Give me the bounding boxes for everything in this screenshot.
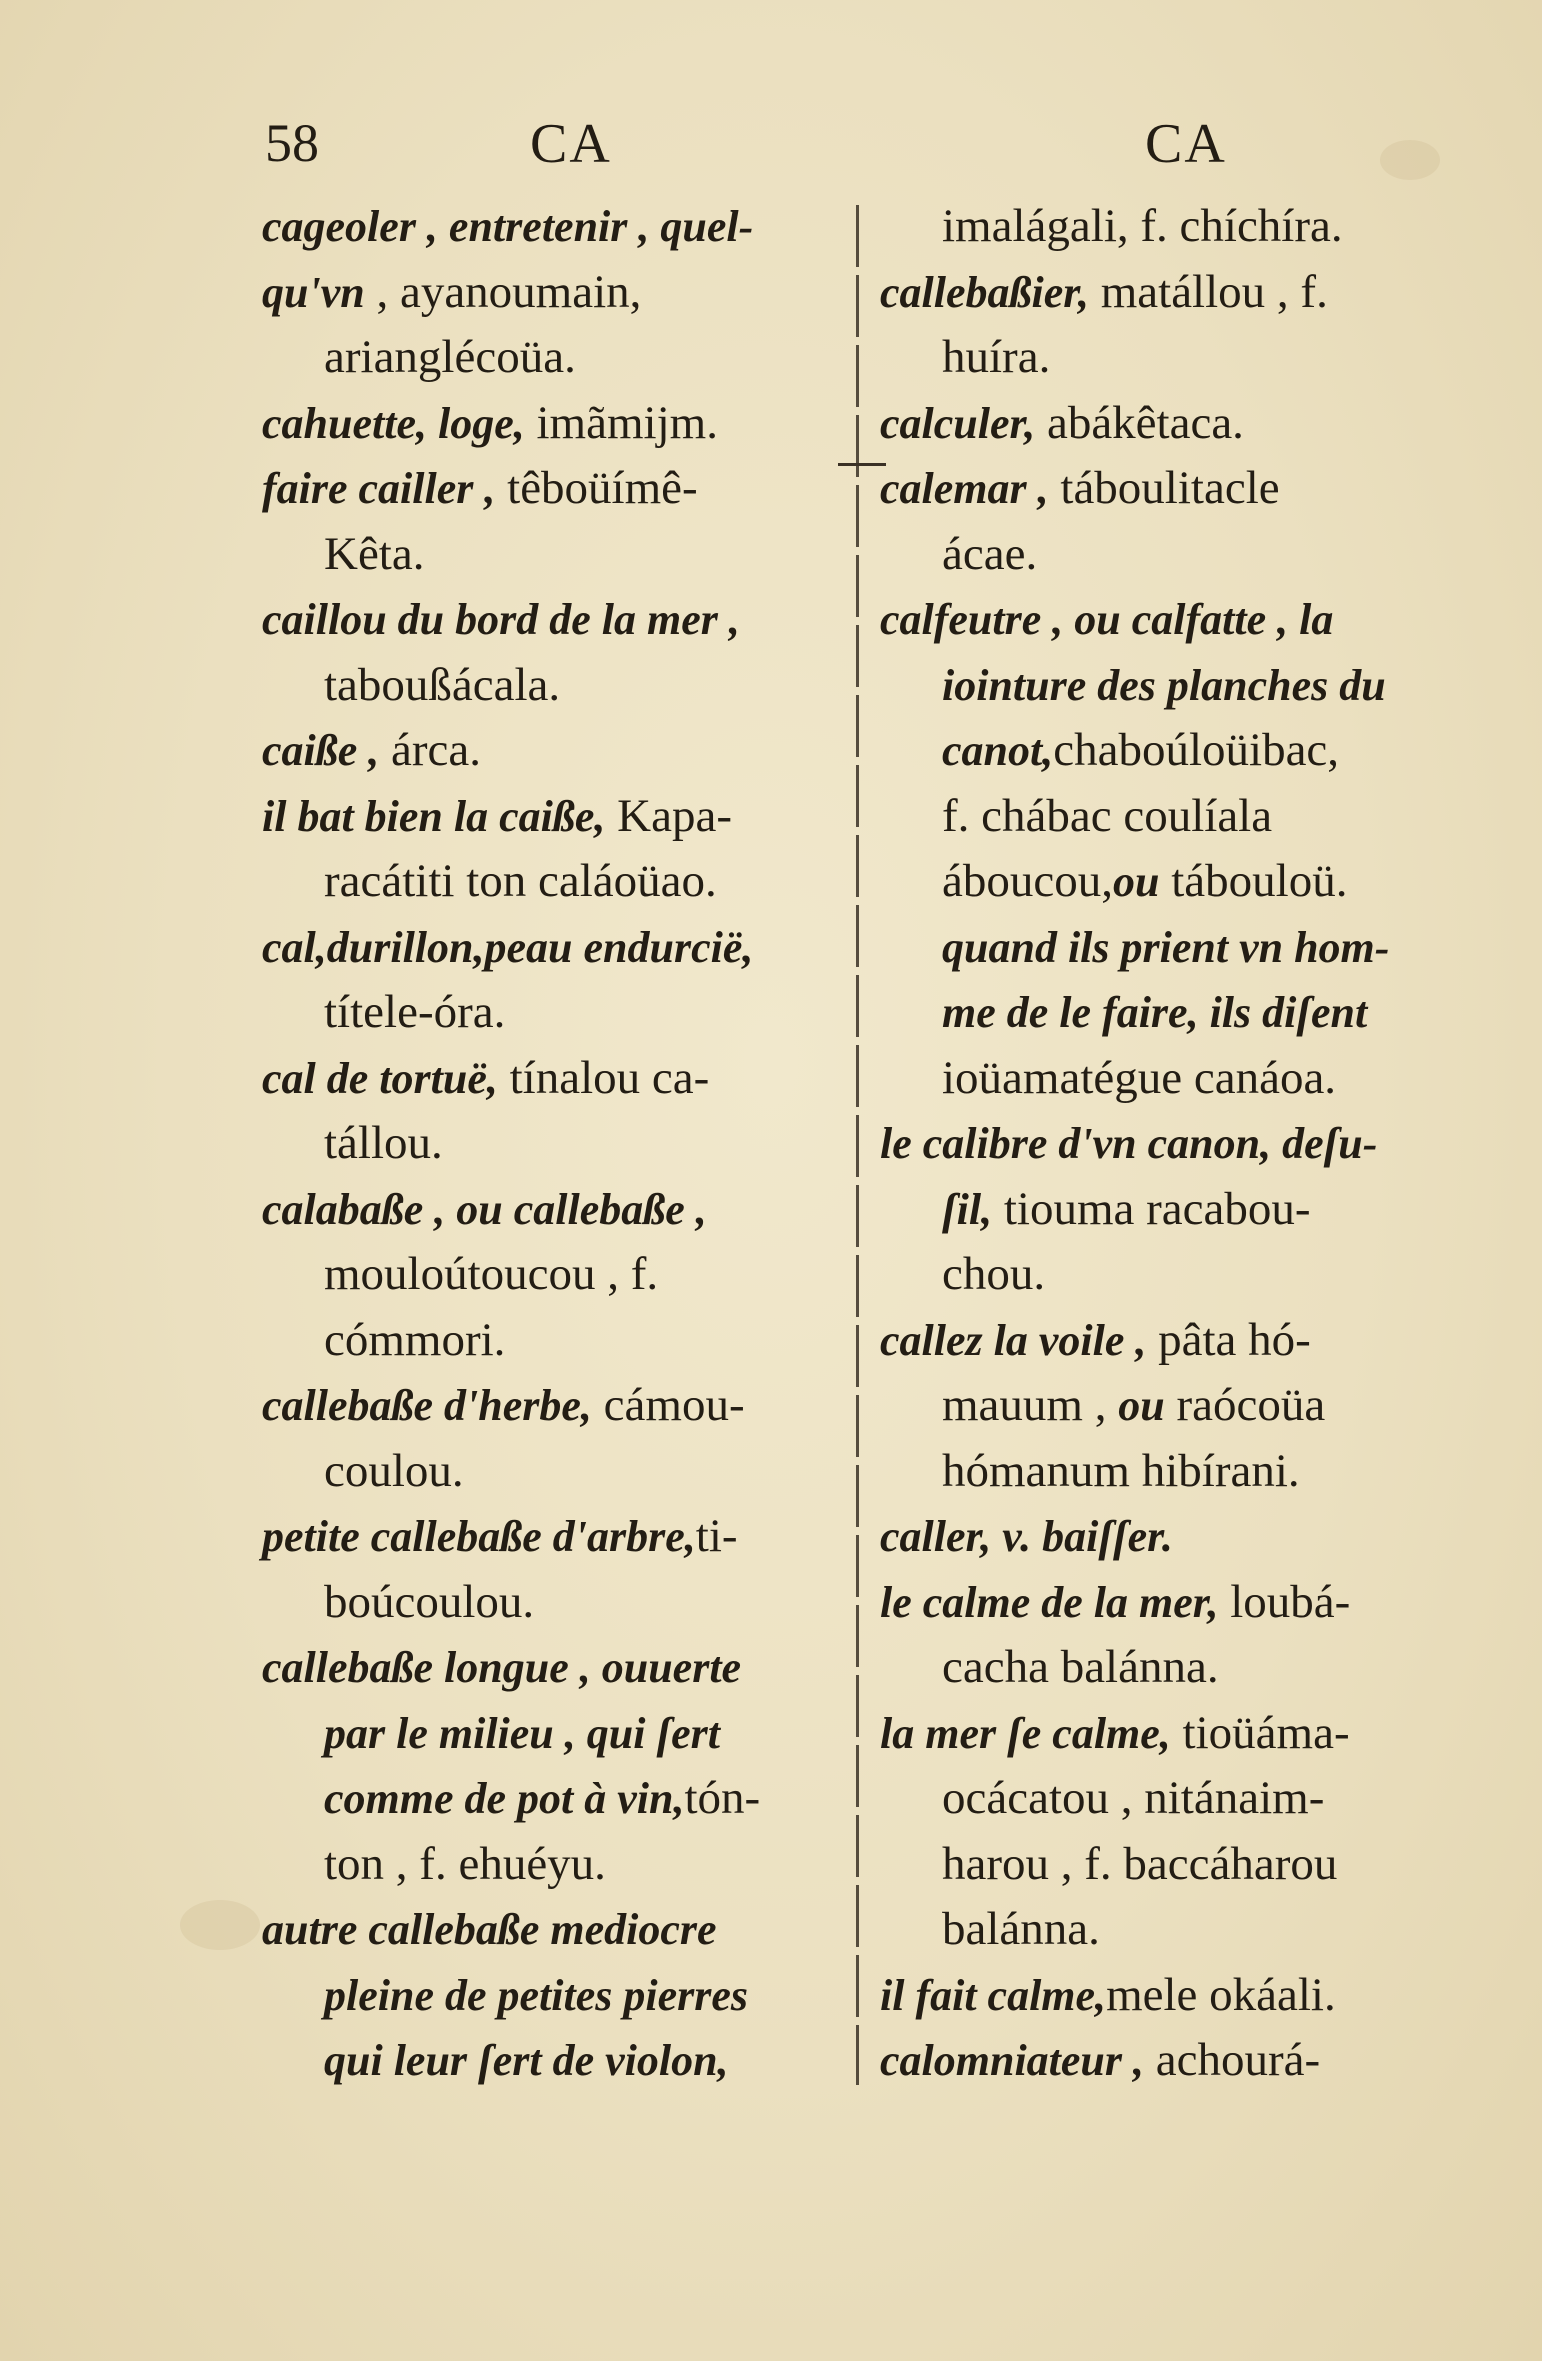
carib-gloss: abákêtaca. bbox=[1035, 396, 1244, 449]
dictionary-line bbox=[880, 1373, 1440, 1439]
dictionary-line bbox=[880, 980, 1440, 1046]
french-term: cal,durillon,peau endurcië, bbox=[262, 922, 754, 972]
dictionary-line bbox=[262, 915, 840, 981]
dictionary-line bbox=[262, 1308, 840, 1374]
dictionary-line bbox=[880, 915, 1440, 981]
dictionary-line bbox=[880, 260, 1440, 326]
dictionary-line bbox=[880, 391, 1440, 457]
french-term: le calme de la mer, bbox=[880, 1577, 1219, 1627]
carib-gloss: , ayanoumain, bbox=[364, 265, 642, 318]
dictionary-line bbox=[880, 1242, 1440, 1308]
dictionary-line bbox=[880, 1701, 1440, 1767]
dictionary-line bbox=[262, 1832, 840, 1898]
dictionary-line bbox=[262, 718, 840, 784]
carib-gloss: boúcoulou. bbox=[324, 1575, 535, 1628]
french-term: ſil, bbox=[942, 1184, 993, 1234]
dictionary-line bbox=[262, 1897, 840, 1963]
carib-gloss: loubá- bbox=[1218, 1575, 1351, 1628]
dictionary-line bbox=[880, 1570, 1440, 1636]
french-term: me de le faire, ils diſent bbox=[942, 988, 1368, 1037]
dictionary-line bbox=[880, 653, 1440, 719]
right-column bbox=[880, 194, 1440, 2094]
french-term: il fait calme, bbox=[880, 1970, 1107, 2020]
dictionary-line bbox=[262, 2028, 840, 2094]
french-term: iointure des planches du bbox=[942, 660, 1386, 710]
carib-gloss: mauum , bbox=[942, 1379, 1119, 1431]
french-term: la mer ſe calme, bbox=[880, 1708, 1171, 1758]
french-term: callez la voile , bbox=[880, 1315, 1147, 1365]
dictionary-line bbox=[262, 1046, 840, 1112]
dictionary-line bbox=[880, 1177, 1440, 1243]
french-term: caller, v. baiſſer. bbox=[880, 1512, 1173, 1561]
french-term: ou bbox=[1118, 1381, 1165, 1430]
carib-gloss: ioüamatégue canáoa. bbox=[942, 1051, 1337, 1104]
french-term: ou bbox=[1112, 857, 1160, 906]
dictionary-line bbox=[262, 1242, 840, 1308]
dictionary-line bbox=[880, 1504, 1440, 1570]
carib-gloss: coulou. bbox=[324, 1444, 464, 1497]
dictionary-line bbox=[880, 456, 1440, 522]
french-term: cageoler , entretenir , quel- bbox=[262, 202, 754, 251]
carib-gloss: mele okáali. bbox=[1106, 1968, 1336, 2021]
carib-gloss: áboucou, bbox=[942, 855, 1113, 907]
carib-gloss: f. chábac coulíala bbox=[942, 789, 1273, 842]
carib-gloss: hómanum hibírani. bbox=[942, 1444, 1300, 1497]
dictionary-line bbox=[262, 653, 840, 719]
carib-gloss: harou , f. baccáharou bbox=[942, 1837, 1338, 1890]
dictionary-line bbox=[262, 456, 840, 522]
french-term: cal de tortuë, bbox=[262, 1053, 498, 1103]
dictionary-line bbox=[880, 1963, 1440, 2029]
dictionary-line bbox=[262, 980, 840, 1046]
french-term: callebaße d'herbe, bbox=[262, 1381, 592, 1430]
french-term: par le milieu , qui ſert bbox=[324, 1708, 720, 1758]
french-term: caiße , bbox=[262, 726, 380, 775]
carib-gloss: racátiti ton caláoüao. bbox=[324, 855, 717, 907]
french-term: qui leur ſert de violon, bbox=[324, 2036, 729, 2085]
dictionary-line bbox=[880, 718, 1440, 784]
dictionary-line bbox=[880, 522, 1440, 588]
carib-gloss: Kapa- bbox=[605, 789, 732, 842]
french-term: calabaße , ou callebaße , bbox=[262, 1184, 707, 1234]
french-term: canot, bbox=[942, 726, 1054, 775]
french-term: pleine de petites pierres bbox=[324, 1970, 749, 2020]
french-term: autre callebaße mediocre bbox=[262, 1905, 717, 1954]
carib-gloss: táboulitacle bbox=[1048, 462, 1280, 514]
carib-gloss: taboußácala. bbox=[324, 658, 561, 711]
dictionary-line bbox=[880, 1111, 1440, 1177]
carib-gloss: tábouloü. bbox=[1159, 855, 1348, 907]
french-term: calculer, bbox=[880, 398, 1036, 448]
dictionary-line bbox=[880, 194, 1440, 260]
carib-gloss: chou. bbox=[942, 1248, 1046, 1300]
french-term: cahuette, loge, bbox=[262, 398, 525, 448]
carib-gloss: tón- bbox=[684, 1772, 761, 1824]
carib-gloss: títele-óra. bbox=[324, 986, 506, 1038]
carib-gloss: tiouma racabou- bbox=[992, 1182, 1311, 1235]
dictionary-line bbox=[262, 1177, 840, 1243]
dictionary-line bbox=[262, 1570, 840, 1636]
french-term: calfeutre , ou calfatte , la bbox=[880, 595, 1334, 644]
dictionary-line bbox=[880, 587, 1440, 653]
dictionary-line bbox=[262, 1504, 840, 1570]
page-header bbox=[0, 112, 1542, 192]
carib-gloss: raócoüa bbox=[1164, 1379, 1326, 1431]
dictionary-line bbox=[262, 1963, 840, 2029]
dictionary-line bbox=[262, 194, 840, 260]
dictionary-line bbox=[262, 1111, 840, 1177]
left-column bbox=[262, 194, 840, 2094]
french-term: comme de pot à vin, bbox=[324, 1774, 685, 1823]
dictionary-line bbox=[262, 522, 840, 588]
french-term: faire cailler , bbox=[262, 464, 496, 513]
carib-gloss: mouloútoucou , f. bbox=[324, 1248, 659, 1300]
dictionary-line bbox=[262, 391, 840, 457]
carib-gloss: cómmori. bbox=[324, 1313, 506, 1366]
french-term: quand ils prient vn hom- bbox=[942, 922, 1390, 972]
carib-gloss: matállou , f. bbox=[1088, 265, 1328, 318]
dictionary-line bbox=[262, 587, 840, 653]
carib-gloss: balánna. bbox=[942, 1903, 1100, 1955]
french-term: caillou du bord de la mer , bbox=[262, 595, 740, 644]
carib-gloss: ocácatou , nitánaim- bbox=[942, 1772, 1325, 1824]
dictionary-line bbox=[262, 1701, 840, 1767]
dictionary-line bbox=[880, 1897, 1440, 1963]
carib-gloss: tállou. bbox=[324, 1117, 443, 1169]
dictionary-line bbox=[262, 1373, 840, 1439]
dictionary-line bbox=[880, 849, 1440, 915]
column-divider bbox=[856, 205, 859, 2085]
dictionary-line bbox=[880, 1046, 1440, 1112]
french-term: callebaße longue , ouuerte bbox=[262, 1643, 742, 1692]
carib-gloss: pâta hó- bbox=[1146, 1313, 1311, 1366]
dictionary-line bbox=[880, 1766, 1440, 1832]
carib-gloss: chaboúloüibac, bbox=[1053, 724, 1340, 776]
dictionary-line bbox=[880, 2028, 1440, 2094]
french-term: callebaßier, bbox=[880, 267, 1089, 317]
carib-gloss: ton , f. ehuéyu. bbox=[324, 1837, 606, 1890]
running-head-left: CA bbox=[530, 113, 612, 175]
carib-gloss: tínalou ca- bbox=[497, 1051, 710, 1104]
carib-gloss: ti- bbox=[695, 1510, 738, 1562]
running-head-right: CA bbox=[1145, 113, 1227, 175]
dictionary-line bbox=[880, 1832, 1440, 1898]
carib-gloss: huíra. bbox=[942, 331, 1051, 383]
french-term: calemar , bbox=[880, 464, 1049, 513]
carib-gloss: têboüímê- bbox=[495, 462, 698, 514]
french-term: le calibre d'vn canon, deſu- bbox=[880, 1119, 1378, 1168]
dictionary-line bbox=[262, 1766, 840, 1832]
carib-gloss: tioüáma- bbox=[1170, 1706, 1350, 1759]
dictionary-line bbox=[880, 325, 1440, 391]
carib-gloss: Kêta. bbox=[324, 527, 425, 580]
french-term: petite callebaße d'arbre, bbox=[262, 1512, 696, 1561]
carib-gloss: imalágali, f. chíchíra. bbox=[942, 200, 1343, 252]
dictionary-line bbox=[880, 1439, 1440, 1505]
divider-tick bbox=[838, 463, 886, 466]
dictionary-line bbox=[262, 325, 840, 391]
carib-gloss: árca. bbox=[379, 724, 482, 776]
french-term: il bat bien la caiße, bbox=[262, 791, 606, 841]
dictionary-line bbox=[880, 784, 1440, 850]
dictionary-line bbox=[262, 1439, 840, 1505]
carib-gloss: ácae. bbox=[942, 527, 1038, 580]
carib-gloss: cámou- bbox=[591, 1379, 745, 1431]
french-term: qu'vn bbox=[262, 267, 365, 317]
carib-gloss: arianglécoüa. bbox=[324, 331, 576, 383]
paper-stain bbox=[180, 1900, 260, 1950]
dictionary-line bbox=[880, 1308, 1440, 1374]
dictionary-line bbox=[880, 1635, 1440, 1701]
french-term: calomniateur , bbox=[880, 2036, 1145, 2085]
dictionary-line bbox=[262, 1635, 840, 1701]
dictionary-line bbox=[262, 849, 840, 915]
dictionary-line bbox=[262, 784, 840, 850]
dictionary-line bbox=[262, 260, 840, 326]
carib-gloss: cacha balánna. bbox=[942, 1641, 1219, 1693]
carib-gloss: achourá- bbox=[1144, 2034, 1321, 2086]
carib-gloss: imãmijm. bbox=[524, 396, 718, 449]
page-number: 58 bbox=[265, 113, 319, 173]
